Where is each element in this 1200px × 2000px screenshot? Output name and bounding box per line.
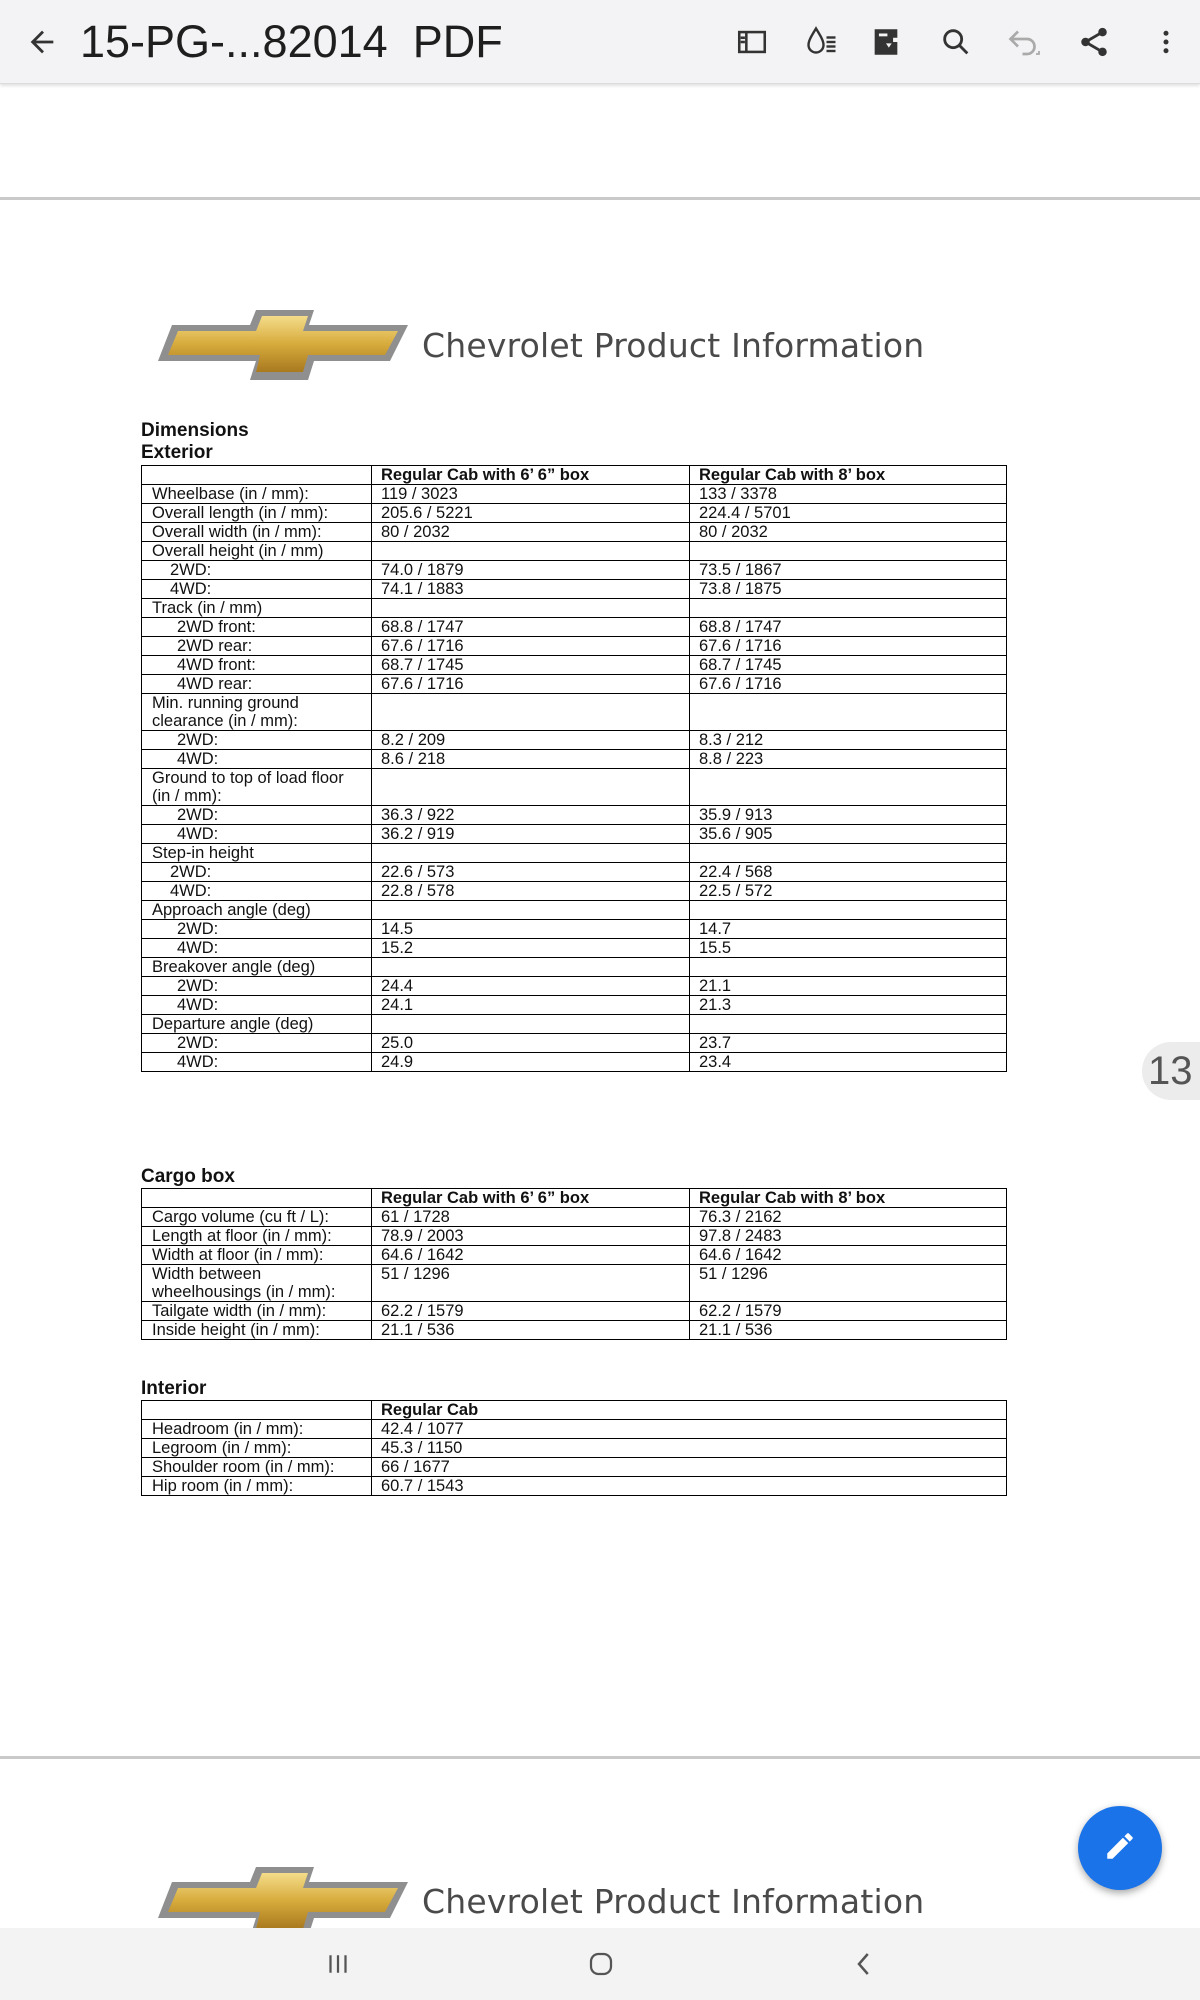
value-cell: 45.3 / 1150	[372, 1439, 1007, 1458]
value-cell: 61 / 1728	[372, 1208, 690, 1227]
exterior-dimensions-table	[141, 465, 1007, 1072]
value-cell: 76.3 / 2162	[690, 1208, 1007, 1227]
row-label-cell: 4WD:	[142, 882, 372, 901]
value-cell: 64.6 / 1642	[372, 1246, 690, 1265]
row-label-cell: 4WD:	[142, 750, 372, 769]
table-row	[142, 675, 1007, 694]
cargo-box-title: Cargo box	[141, 1166, 235, 1187]
value-cell: 24.4	[372, 977, 690, 996]
value-cell: 60.7 / 1543	[372, 1477, 1007, 1496]
document-title: 15-PG-...82014 PDF	[80, 16, 503, 67]
value-cell: 67.6 / 1716	[690, 637, 1007, 656]
header-cell: Regular Cab	[372, 1401, 1007, 1420]
row-label-cell: 2WD:	[142, 561, 372, 580]
value-cell: 21.3	[690, 996, 1007, 1015]
row-label-cell: Step-in height	[142, 844, 372, 863]
undo-icon[interactable]	[998, 16, 1050, 68]
row-label-cell: Width between wheelhousings (in / mm):	[142, 1265, 372, 1302]
value-cell: 8.6 / 218	[372, 750, 690, 769]
table-row	[142, 750, 1007, 769]
bookmark-icon[interactable]	[860, 16, 912, 68]
value-cell: 22.5 / 572	[690, 882, 1007, 901]
table-row	[142, 504, 1007, 523]
chevrolet-bowtie-logo	[156, 305, 412, 390]
table-row	[142, 958, 1007, 977]
table-row	[142, 1034, 1007, 1053]
value-cell: 8.2 / 209	[372, 731, 690, 750]
table-row	[142, 1302, 1007, 1321]
value-cell: 25.0	[372, 1034, 690, 1053]
chevrolet-bowtie-logo	[156, 1862, 412, 1928]
table-row	[142, 1265, 1007, 1302]
table-row	[142, 637, 1007, 656]
row-label-cell: Headroom (in / mm):	[142, 1420, 372, 1439]
value-cell: 67.6 / 1716	[372, 675, 690, 694]
table-row	[142, 844, 1007, 863]
value-cell	[372, 901, 690, 920]
table-row	[142, 806, 1007, 825]
value-cell: 15.5	[690, 939, 1007, 958]
table-row	[142, 769, 1007, 806]
value-cell: 35.9 / 913	[690, 806, 1007, 825]
table-header-row	[142, 1189, 1007, 1208]
reading-mode-icon[interactable]	[726, 16, 778, 68]
ink-save-icon[interactable]	[796, 16, 848, 68]
table-row	[142, 1458, 1007, 1477]
value-cell	[690, 901, 1007, 920]
value-cell: 14.7	[690, 920, 1007, 939]
header-cell: Regular Cab with 8’ box	[690, 466, 1007, 485]
value-cell: 73.5 / 1867	[690, 561, 1007, 580]
edit-pencil-icon	[1103, 1829, 1137, 1868]
row-label-cell: 4WD rear:	[142, 675, 372, 694]
value-cell	[690, 769, 1007, 806]
value-cell: 68.8 / 1747	[372, 618, 690, 637]
table-row	[142, 825, 1007, 844]
value-cell	[690, 1015, 1007, 1034]
value-cell: 80 / 2032	[372, 523, 690, 542]
header-cell	[142, 466, 372, 485]
table-row	[142, 939, 1007, 958]
table-row	[142, 656, 1007, 675]
row-label-cell: Overall height (in / mm)	[142, 542, 372, 561]
table-header-row	[142, 466, 1007, 485]
row-label-cell: 2WD front:	[142, 618, 372, 637]
row-label-cell: Tailgate width (in / mm):	[142, 1302, 372, 1321]
value-cell: 119 / 3023	[372, 485, 690, 504]
value-cell	[690, 844, 1007, 863]
home-icon[interactable]	[571, 1940, 631, 1988]
row-label-cell: Hip room (in / mm):	[142, 1477, 372, 1496]
table-row	[142, 1015, 1007, 1034]
table-row	[142, 882, 1007, 901]
value-cell: 8.8 / 223	[690, 750, 1007, 769]
table-row	[142, 1321, 1007, 1340]
more-vert-icon[interactable]	[1140, 16, 1192, 68]
logo-text: Chevrolet Product Information	[422, 1882, 925, 1921]
row-label-cell: 4WD front:	[142, 656, 372, 675]
row-label-cell: Inside height (in / mm):	[142, 1321, 372, 1340]
table-row	[142, 542, 1007, 561]
value-cell: 36.3 / 922	[372, 806, 690, 825]
row-label-cell: 2WD:	[142, 1034, 372, 1053]
value-cell: 133 / 3378	[690, 485, 1007, 504]
table-row	[142, 485, 1007, 504]
table-row	[142, 1053, 1007, 1072]
table-header-row	[142, 1401, 1007, 1420]
row-label-cell: Legroom (in / mm):	[142, 1439, 372, 1458]
exterior-title: Exterior	[141, 442, 213, 463]
value-cell: 51 / 1296	[372, 1265, 690, 1302]
row-label-cell: Ground to top of load floor (in / mm):	[142, 769, 372, 806]
row-label-cell: 2WD:	[142, 863, 372, 882]
value-cell	[690, 542, 1007, 561]
row-label-cell: 2WD:	[142, 920, 372, 939]
page-number-indicator: 13	[1142, 1042, 1200, 1100]
value-cell: 68.8 / 1747	[690, 618, 1007, 637]
table-row	[142, 1420, 1007, 1439]
value-cell: 22.6 / 573	[372, 863, 690, 882]
table-row	[142, 694, 1007, 731]
table-row	[142, 863, 1007, 882]
value-cell	[372, 1015, 690, 1034]
value-cell	[372, 542, 690, 561]
back-icon[interactable]	[834, 1940, 894, 1988]
table-row	[142, 1439, 1007, 1458]
app-bar	[0, 0, 1200, 84]
header-cell: Regular Cab with 6’ 6” box	[372, 466, 690, 485]
system-nav-bar	[0, 1928, 1200, 2000]
value-cell: 35.6 / 905	[690, 825, 1007, 844]
value-cell	[690, 958, 1007, 977]
value-cell: 22.4 / 568	[690, 863, 1007, 882]
row-label-cell: 2WD:	[142, 731, 372, 750]
share-icon[interactable]	[1068, 16, 1120, 68]
table-row	[142, 996, 1007, 1015]
value-cell: 64.6 / 1642	[690, 1246, 1007, 1265]
value-cell: 74.0 / 1879	[372, 561, 690, 580]
value-cell: 67.6 / 1716	[372, 637, 690, 656]
value-cell	[690, 599, 1007, 618]
row-label-cell: Departure angle (deg)	[142, 1015, 372, 1034]
value-cell	[690, 694, 1007, 731]
row-label-cell: Length at floor (in / mm):	[142, 1227, 372, 1246]
value-cell	[372, 694, 690, 731]
logo-text: Chevrolet Product Information	[422, 326, 925, 365]
value-cell: 62.2 / 1579	[372, 1302, 690, 1321]
row-label-cell: Overall length (in / mm):	[142, 504, 372, 523]
value-cell: 80 / 2032	[690, 523, 1007, 542]
table-row	[142, 1477, 1007, 1496]
interior-table	[141, 1400, 1007, 1496]
row-label-cell: 4WD:	[142, 996, 372, 1015]
value-cell: 67.6 / 1716	[690, 675, 1007, 694]
row-label-cell: Cargo volume (cu ft / L):	[142, 1208, 372, 1227]
row-label-cell: 4WD:	[142, 1053, 372, 1072]
table-row	[142, 977, 1007, 996]
page-divider	[0, 197, 1200, 200]
value-cell: 8.3 / 212	[690, 731, 1007, 750]
value-cell: 97.8 / 2483	[690, 1227, 1007, 1246]
row-label-cell: 2WD rear:	[142, 637, 372, 656]
header-cell	[142, 1401, 372, 1420]
page-divider	[0, 1756, 1200, 1759]
value-cell: 23.4	[690, 1053, 1007, 1072]
dimensions-title: Dimensions	[141, 420, 249, 441]
row-label-cell: Breakover angle (deg)	[142, 958, 372, 977]
value-cell: 73.8 / 1875	[690, 580, 1007, 599]
row-label-cell: Min. running ground clearance (in / mm):	[142, 694, 372, 731]
recent-apps-icon[interactable]	[308, 1940, 368, 1988]
header-cell: Regular Cab with 6’ 6” box	[372, 1189, 690, 1208]
table-row	[142, 731, 1007, 750]
header-cell: Regular Cab with 8’ box	[690, 1189, 1007, 1208]
table-row	[142, 901, 1007, 920]
table-row	[142, 523, 1007, 542]
value-cell	[372, 769, 690, 806]
value-cell: 36.2 / 919	[372, 825, 690, 844]
table-row	[142, 1246, 1007, 1265]
value-cell	[372, 599, 690, 618]
value-cell: 24.1	[372, 996, 690, 1015]
row-label-cell: 2WD:	[142, 806, 372, 825]
row-label-cell: 4WD:	[142, 580, 372, 599]
value-cell	[372, 958, 690, 977]
value-cell: 66 / 1677	[372, 1458, 1007, 1477]
table-row	[142, 618, 1007, 637]
row-label-cell: Wheelbase (in / mm):	[142, 485, 372, 504]
row-label-cell: 4WD:	[142, 825, 372, 844]
back-arrow-icon[interactable]	[18, 18, 66, 66]
value-cell: 21.1 / 536	[690, 1321, 1007, 1340]
row-label-cell: Width at floor (in / mm):	[142, 1246, 372, 1265]
value-cell: 23.7	[690, 1034, 1007, 1053]
row-label-cell: Track (in / mm)	[142, 599, 372, 618]
value-cell: 24.9	[372, 1053, 690, 1072]
value-cell: 22.8 / 578	[372, 882, 690, 901]
table-row	[142, 580, 1007, 599]
value-cell: 224.4 / 5701	[690, 504, 1007, 523]
value-cell: 205.6 / 5221	[372, 504, 690, 523]
edit-button[interactable]	[1078, 1806, 1162, 1890]
value-cell: 78.9 / 2003	[372, 1227, 690, 1246]
row-label-cell: Approach angle (deg)	[142, 901, 372, 920]
value-cell: 62.2 / 1579	[690, 1302, 1007, 1321]
value-cell: 68.7 / 1745	[690, 656, 1007, 675]
row-label-cell: 4WD:	[142, 939, 372, 958]
row-label-cell: Shoulder room (in / mm):	[142, 1458, 372, 1477]
value-cell: 68.7 / 1745	[372, 656, 690, 675]
search-icon[interactable]	[930, 16, 982, 68]
value-cell: 21.1	[690, 977, 1007, 996]
row-label-cell: 2WD:	[142, 977, 372, 996]
value-cell	[372, 844, 690, 863]
value-cell: 21.1 / 536	[372, 1321, 690, 1340]
row-label-cell: Overall width (in / mm):	[142, 523, 372, 542]
table-row	[142, 599, 1007, 618]
table-row	[142, 1208, 1007, 1227]
value-cell: 74.1 / 1883	[372, 580, 690, 599]
table-row	[142, 920, 1007, 939]
value-cell: 51 / 1296	[690, 1265, 1007, 1302]
value-cell: 15.2	[372, 939, 690, 958]
interior-title: Interior	[141, 1378, 207, 1399]
value-cell: 42.4 / 1077	[372, 1420, 1007, 1439]
table-row	[142, 561, 1007, 580]
table-row	[142, 1227, 1007, 1246]
header-cell	[142, 1189, 372, 1208]
value-cell: 14.5	[372, 920, 690, 939]
cargo-box-table	[141, 1188, 1007, 1340]
